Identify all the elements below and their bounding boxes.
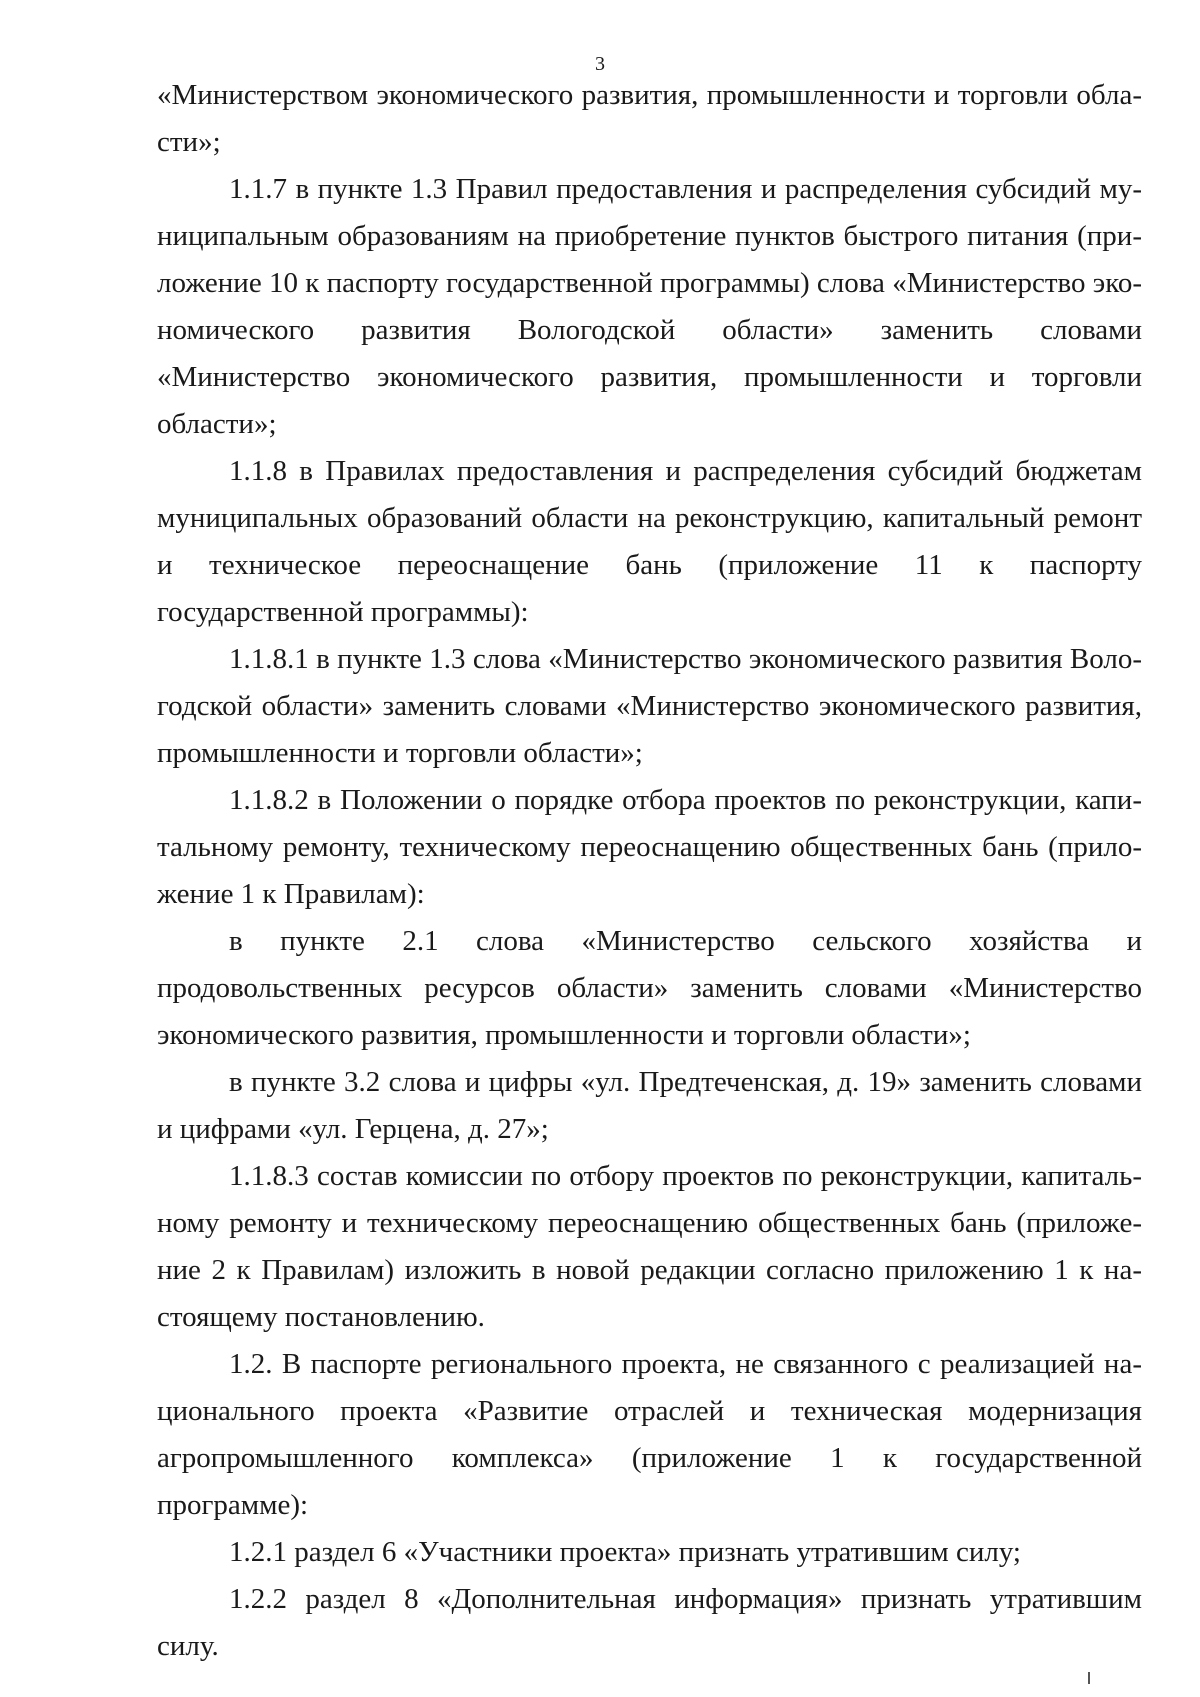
- paragraph-continuation: «Министерством экономического развития, промышленности и торговли области»;: [157, 79, 1142, 158]
- paragraph-1-1-7: 1.1.7 в пункте 1.3 Правил предоставления и распределения субсидий муниципальным образованиям на приобретение пунктов быстрого питания (приложение 10 к паспорту государственной программы) слова «Министерство экономического развития Вологодской области» заменить словами «Министерство экономического развития, промышленности и торговли области»;: [157, 173, 1142, 440]
- paragraph-1-2-2: 1.2.2 раздел 8 «Дополнительная информация» признать утратившим силу.: [157, 1583, 1142, 1662]
- paragraph-1-1-8-1: 1.1.8.1 в пункте 1.3 слова «Министерство экономического развития Вологодской области» заменить словами «Министерство экономического развития, промышленности и торговли области»;: [157, 643, 1142, 769]
- paragraph-1-1-8: 1.1.8 в Правилах предоставления и распределения субсидий бюджетам муниципальных образований области на реконструкцию, капитальный ремонт и техническое переоснащение бань (приложение 11 к паспорту государственной программы):: [157, 455, 1142, 628]
- paragraph-1-2: 1.2. В паспорте регионального проекта, не связанного с реализацией национального проекта «Развитие отраслей и техническая модернизация агропромышленного комплекса» (приложение 1 к государственной программе):: [157, 1348, 1142, 1521]
- paragraph-point-3-2: в пункте 3.2 слова и цифры «ул. Предтеченская, д. 19» заменить словами и цифрами «ул. Герцена, д. 27»;: [157, 1066, 1142, 1145]
- paragraph-point-2-1: в пункте 2.1 слова «Министерство сельского хозяйства и продовольственных ресурсов области» заменить словами «Министерство экономического развития, промышленности и торговли области»;: [157, 925, 1142, 1051]
- paragraph-1-2-1: 1.2.1 раздел 6 «Участники проекта» признать утратившим силу;: [229, 1536, 1021, 1568]
- scan-edge-mark: [1088, 1672, 1090, 1684]
- paragraph-1-1-8-2: 1.1.8.2 в Положении о порядке отбора проектов по реконструкции, капитальному ремонту, техническому переоснащению общественных бань (приложение 1 к Правилам):: [157, 784, 1142, 910]
- page-number: 3: [595, 53, 605, 75]
- paragraph-1-1-8-3: 1.1.8.3 состав комиссии по отбору проектов по реконструкции, капитальному ремонту и техническому переоснащению общественных бань (приложение 2 к Правилам) изложить в новой редакции согласно приложению 1 к настоящему постановлению.: [157, 1160, 1142, 1333]
- document-body: [157, 72, 1142, 1670]
